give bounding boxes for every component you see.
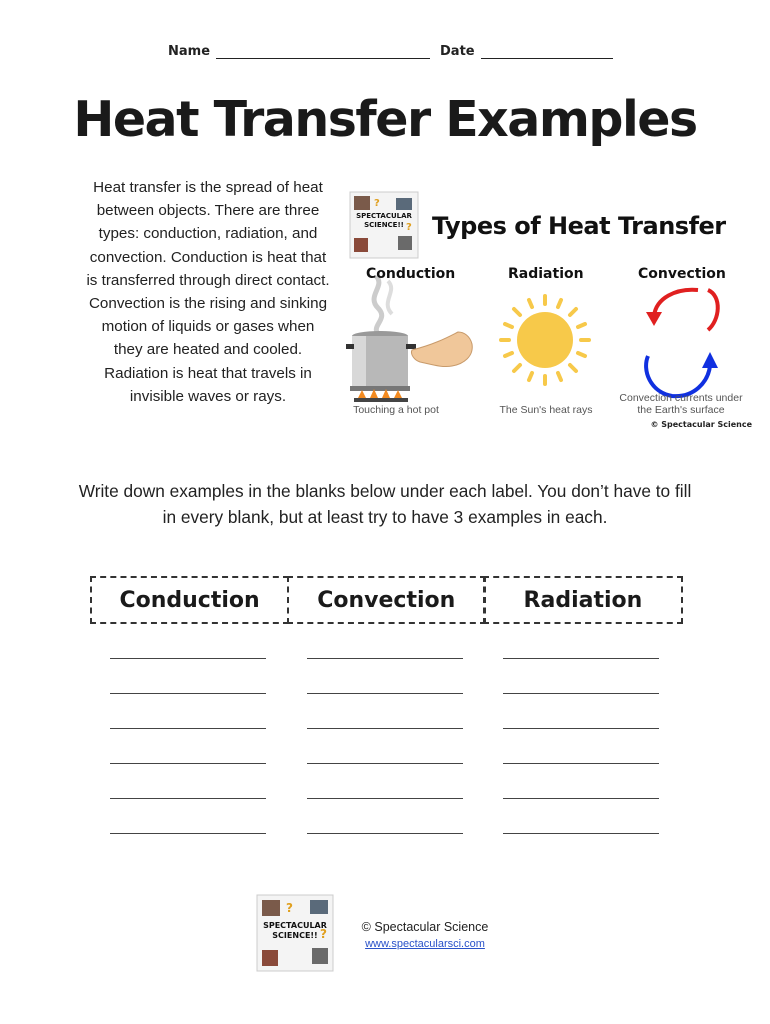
figure-label-conduction: Conduction — [366, 266, 456, 282]
svg-text:?: ? — [320, 927, 327, 941]
footer-logo — [256, 894, 334, 972]
label-box-radiation: Radiation — [483, 576, 682, 624]
figure-caption-conduction: Touching a hot pot — [353, 404, 439, 416]
intro-paragraph: Heat transfer is the spread of heat between objects. There are three types: conduction, radiation, and convection. Conduction is heat that is transferred through direct contact. Convection is the rising and sinking motion of liquids or gases when they are heated and cooled. Radiation is heat that travels in invisible waves or rays. — [86, 179, 330, 405]
footer-text — [350, 920, 500, 950]
footer-logo-text-1: SPECTACULAR — [263, 921, 327, 930]
blank-line[interactable] — [110, 659, 266, 694]
figure-title: Types of Heat Transfer — [432, 212, 726, 240]
label-box-convection: Convection — [287, 576, 486, 624]
date-label: Date — [440, 44, 475, 59]
blank-line[interactable] — [307, 624, 463, 659]
svg-text:?: ? — [406, 222, 412, 233]
blank-line[interactable] — [110, 624, 266, 659]
figure-label-radiation: Radiation — [508, 266, 584, 282]
blank-line[interactable] — [110, 799, 266, 834]
steam-icon — [374, 276, 392, 336]
blank-line[interactable] — [503, 799, 659, 834]
instructions-text: Write down examples in the blanks below under each label. You don’t have to fill in every blank, but at least try to have 3 examples in each. — [78, 481, 692, 527]
hand-icon — [411, 332, 472, 367]
figure-caption-radiation: The Sun's heat rays — [499, 404, 593, 416]
figure-copyright: © Spectacular Science — [650, 420, 752, 429]
spectacular-science-logo — [350, 192, 418, 258]
footer-copyright: © Spectacular Science — [361, 920, 489, 934]
name-field[interactable] — [168, 44, 430, 59]
date-blank-line[interactable] — [481, 44, 613, 59]
blank-line[interactable] — [503, 624, 659, 659]
page-title: Heat Transfer Examples — [73, 91, 697, 148]
blank-line[interactable] — [503, 729, 659, 764]
heat-transfer-figure — [346, 186, 756, 438]
name-date-row — [0, 44, 770, 68]
category-label-row — [90, 576, 680, 624]
figure-caption-convection: Convection currents under the Earth's surface — [619, 392, 743, 416]
date-field[interactable] — [440, 44, 613, 59]
blank-line[interactable] — [110, 764, 266, 799]
blank-line[interactable] — [307, 764, 463, 799]
blank-line[interactable] — [503, 659, 659, 694]
figure-label-convection: Convection — [638, 266, 726, 282]
radiation-blanks — [503, 624, 659, 834]
logo-text-1: SPECTACULAR — [356, 212, 412, 220]
blank-line[interactable] — [307, 694, 463, 729]
name-blank-line[interactable] — [216, 44, 430, 59]
blank-line[interactable] — [503, 694, 659, 729]
logo-text-2: SCIENCE!! — [364, 221, 404, 229]
blank-line[interactable] — [307, 659, 463, 694]
convection-blanks — [307, 624, 463, 834]
convection-arrows-icon — [646, 290, 718, 396]
blank-line[interactable] — [307, 729, 463, 764]
name-label: Name — [168, 44, 211, 59]
hot-pot-icon — [346, 331, 416, 402]
blank-line[interactable] — [110, 694, 266, 729]
blank-line[interactable] — [110, 729, 266, 764]
svg-text:?: ? — [286, 901, 293, 915]
conduction-blanks — [110, 624, 266, 834]
sun-icon — [501, 296, 589, 384]
label-box-conduction: Conduction — [90, 576, 289, 624]
svg-text:?: ? — [374, 198, 380, 209]
blank-line[interactable] — [307, 799, 463, 834]
footer-logo-text-2: SCIENCE!! — [272, 931, 318, 940]
footer-website-link[interactable]: www.spectacularsci.com — [365, 938, 485, 950]
blank-line[interactable] — [503, 764, 659, 799]
